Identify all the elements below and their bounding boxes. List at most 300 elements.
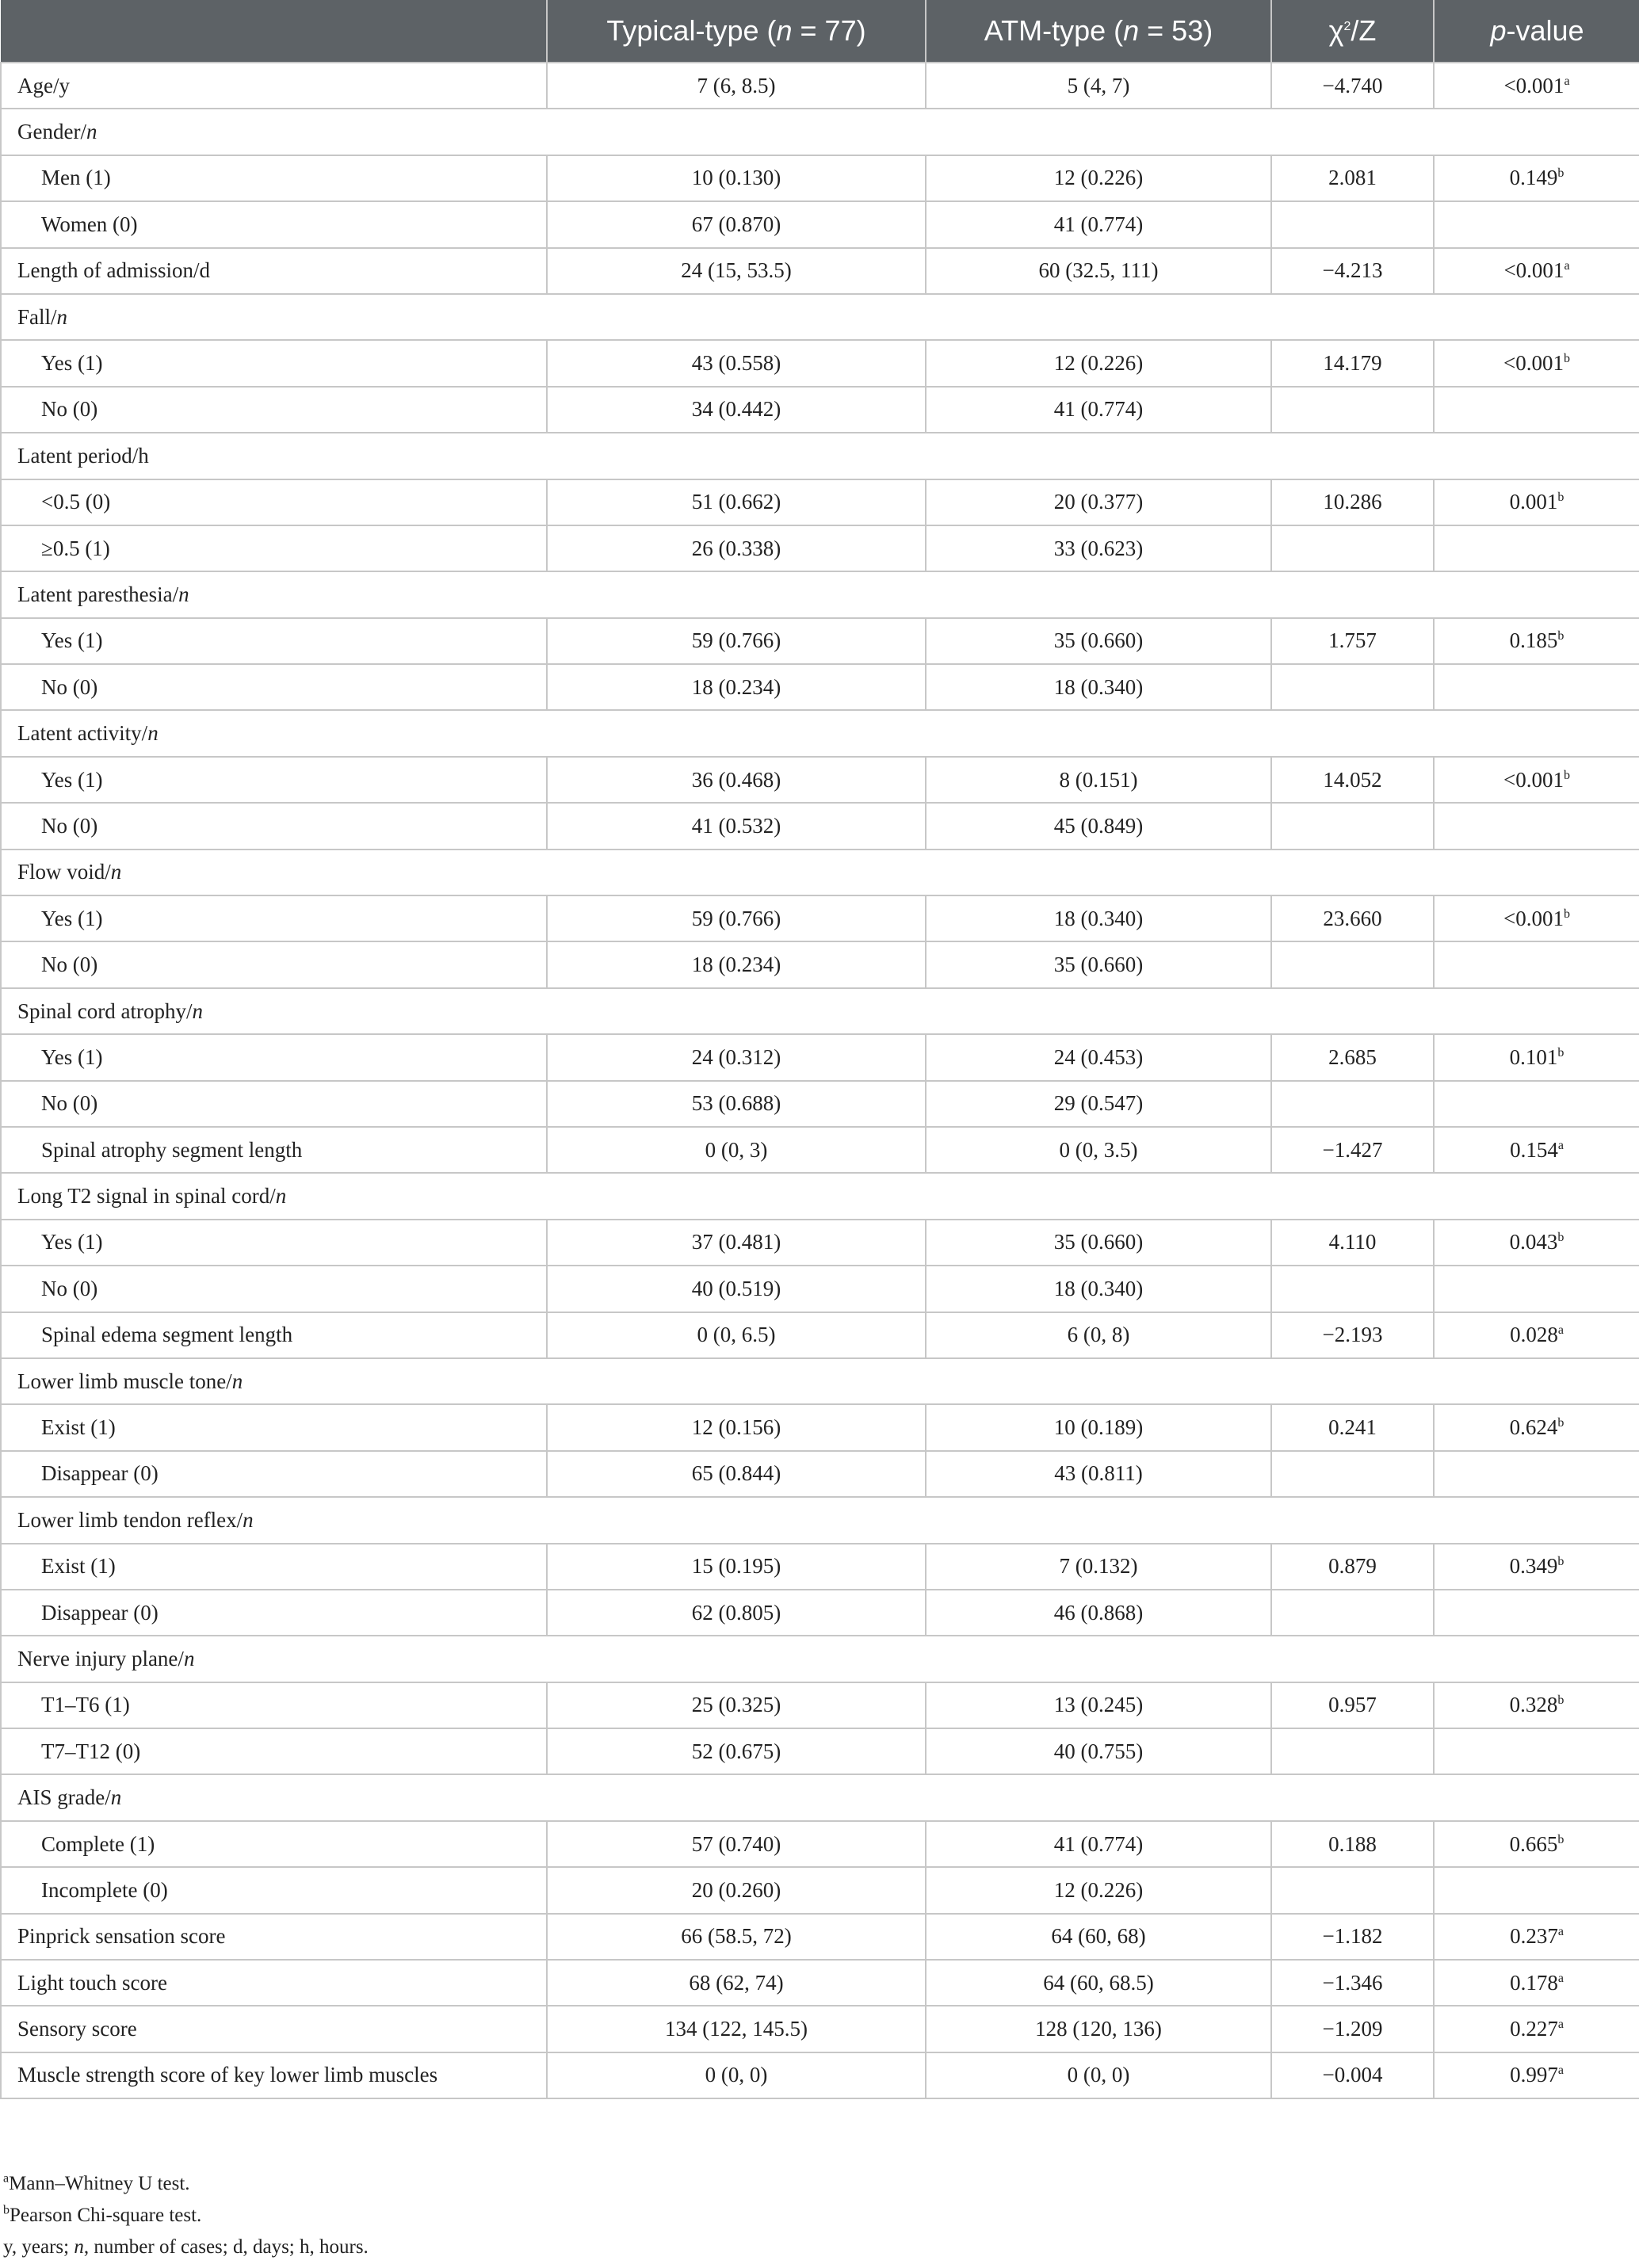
table-group-row xyxy=(1,1358,1639,1404)
statistic-value: 2.685 xyxy=(1271,1034,1434,1080)
atm-value: 12 (0.226) xyxy=(926,1867,1271,1913)
typical-value: 52 (0.675) xyxy=(547,1728,926,1774)
typical-value: 43 (0.558) xyxy=(547,340,926,386)
row-label-text: Yes (1) xyxy=(41,767,103,792)
atm-value: 0 (0, 3.5) xyxy=(926,1127,1271,1173)
row-label-text: Incomplete (0) xyxy=(41,1877,168,1902)
p-value xyxy=(1434,1127,1639,1173)
row-label xyxy=(1,941,547,987)
typical-value: 24 (15, 53.5) xyxy=(547,248,926,294)
p-value xyxy=(1434,1682,1639,1728)
row-label xyxy=(1,1544,547,1590)
p-value-text: 0.101 xyxy=(1509,1044,1558,1069)
footnote-b xyxy=(3,2200,369,2232)
atm-value: 45 (0.849) xyxy=(926,803,1271,849)
header-p-rest: -value xyxy=(1506,14,1584,47)
table-row xyxy=(1,2006,1639,2052)
row-label xyxy=(1,201,547,247)
atm-value: 46 (0.868) xyxy=(926,1590,1271,1636)
row-label-text: Muscle strength score of key lower limb muscles xyxy=(17,2063,438,2087)
p-value xyxy=(1434,941,1639,987)
header-p-italic: p xyxy=(1490,14,1507,47)
table-row xyxy=(1,525,1639,571)
typical-value: 51 (0.662) xyxy=(547,479,926,525)
statistic-value xyxy=(1271,803,1434,849)
row-label-text: Yes (1) xyxy=(41,1230,103,1254)
table-group-row xyxy=(1,1774,1639,1820)
p-value-footnote-mark: b xyxy=(1557,1555,1564,1569)
typical-value: 24 (0.312) xyxy=(547,1034,926,1080)
table-group-row xyxy=(1,294,1639,340)
row-label xyxy=(1,1821,547,1867)
statistic-value: −1.427 xyxy=(1271,1127,1434,1173)
table-group-row xyxy=(1,710,1639,756)
header-atm-n: n xyxy=(1123,14,1140,47)
row-label xyxy=(1,664,547,710)
row-label-unit: n xyxy=(243,1507,254,1532)
statistic-value: −1.346 xyxy=(1271,1960,1434,2006)
row-label xyxy=(1,571,547,617)
row-label xyxy=(1,618,547,664)
typical-value: 57 (0.740) xyxy=(547,1821,926,1867)
atm-value: 5 (4, 7) xyxy=(926,63,1271,109)
p-value xyxy=(1434,1590,1639,1636)
group-row-fill xyxy=(547,433,1639,479)
p-value-footnote-mark: a xyxy=(1564,259,1570,273)
p-value-footnote-mark: b xyxy=(1557,166,1564,181)
statistic-value xyxy=(1271,1266,1434,1312)
atm-value: 10 (0.189) xyxy=(926,1404,1271,1450)
p-value-text: 0.328 xyxy=(1509,1693,1558,1717)
row-label xyxy=(1,294,547,340)
table-row xyxy=(1,1821,1639,1867)
header-p-value xyxy=(1434,0,1639,63)
p-value xyxy=(1434,1266,1639,1312)
row-label-unit: n xyxy=(183,1646,195,1670)
table-header-row xyxy=(1,0,1639,63)
row-label-text: ≥0.5 (1) xyxy=(41,536,110,560)
footnote-abbreviations xyxy=(3,2232,369,2263)
header-typical-rest: = 77) xyxy=(792,14,866,47)
row-label xyxy=(1,2052,547,2098)
row-label-text: <0.5 (0) xyxy=(41,490,111,514)
p-value xyxy=(1434,248,1639,294)
statistic-value: 0.957 xyxy=(1271,1682,1434,1728)
typical-value: 20 (0.260) xyxy=(547,1867,926,1913)
table-row xyxy=(1,1914,1639,1960)
footnotes xyxy=(3,2168,369,2263)
row-label xyxy=(1,109,547,155)
statistic-value xyxy=(1271,1867,1434,1913)
p-value xyxy=(1434,1867,1639,1913)
statistic-value: 0.879 xyxy=(1271,1544,1434,1590)
row-label xyxy=(1,387,547,433)
statistic-value: 1.757 xyxy=(1271,618,1434,664)
row-label xyxy=(1,1358,547,1404)
p-value xyxy=(1434,618,1639,664)
statistic-value: −4.740 xyxy=(1271,63,1434,109)
statistic-value: 14.179 xyxy=(1271,340,1434,386)
p-value-text: 0.149 xyxy=(1509,166,1558,190)
table-row xyxy=(1,1960,1639,2006)
statistic-value xyxy=(1271,1451,1434,1497)
footnote-b-text: Pearson Chi-square test. xyxy=(10,2205,202,2226)
statistic-value: 0.241 xyxy=(1271,1404,1434,1450)
row-label xyxy=(1,1682,547,1728)
abbrev-text-1: , years; xyxy=(11,2236,74,2258)
statistic-value xyxy=(1271,664,1434,710)
p-value-footnote-mark: b xyxy=(1563,907,1570,921)
group-row-fill xyxy=(547,850,1639,895)
typical-value: 41 (0.532) xyxy=(547,803,926,849)
row-label xyxy=(1,1960,547,2006)
p-value-text: 0.001 xyxy=(1509,490,1558,514)
atm-value: 41 (0.774) xyxy=(926,1821,1271,1867)
p-value xyxy=(1434,1404,1639,1450)
row-label-text: Disappear (0) xyxy=(41,1600,159,1625)
row-label xyxy=(1,1728,547,1774)
row-label xyxy=(1,479,547,525)
statistic-value: 4.110 xyxy=(1271,1220,1434,1266)
typical-value: 25 (0.325) xyxy=(547,1682,926,1728)
row-label-text: No (0) xyxy=(41,397,98,422)
row-label xyxy=(1,433,547,479)
row-label-text: No (0) xyxy=(41,1276,98,1300)
p-value-text: 0.624 xyxy=(1509,1415,1558,1440)
row-label-text: Lower limb tendon reflex/ xyxy=(17,1507,243,1532)
row-label xyxy=(1,1914,547,1960)
typical-value: 0 (0, 3) xyxy=(547,1127,926,1173)
footnote-b-mark: b xyxy=(3,2203,10,2217)
group-row-fill xyxy=(547,294,1639,340)
atm-value: 128 (120, 136) xyxy=(926,2006,1271,2052)
table-row xyxy=(1,1127,1639,1173)
typical-value: 53 (0.688) xyxy=(547,1081,926,1127)
row-label-unit: n xyxy=(147,721,159,746)
p-value-footnote-mark: a xyxy=(1557,1138,1564,1152)
row-label xyxy=(1,1497,547,1543)
table-row xyxy=(1,479,1639,525)
group-row-fill xyxy=(547,109,1639,155)
row-label xyxy=(1,1636,547,1682)
row-label-text: Latent activity/ xyxy=(17,721,148,746)
footnote-a-mark: a xyxy=(3,2171,10,2186)
statistic-value: 23.660 xyxy=(1271,895,1434,941)
header-typical-type xyxy=(547,0,926,63)
row-label-text: Exist (1) xyxy=(41,1554,116,1579)
p-value xyxy=(1434,1220,1639,1266)
table-group-row xyxy=(1,1636,1639,1682)
table-body xyxy=(1,63,1639,2098)
p-value xyxy=(1434,1821,1639,1867)
typical-value: 34 (0.442) xyxy=(547,387,926,433)
row-label-text: Light touch score xyxy=(17,1970,167,1995)
p-value xyxy=(1434,803,1639,849)
statistic-value: −1.182 xyxy=(1271,1914,1434,1960)
atm-value: 41 (0.774) xyxy=(926,201,1271,247)
p-value xyxy=(1434,664,1639,710)
p-value-footnote-mark: a xyxy=(1564,74,1570,88)
atm-value: 64 (60, 68.5) xyxy=(926,1960,1271,2006)
row-label-unit: n xyxy=(110,1785,122,1810)
table-row xyxy=(1,1728,1639,1774)
atm-value: 18 (0.340) xyxy=(926,1266,1271,1312)
row-label-text: Nerve injury plane/ xyxy=(17,1646,184,1670)
row-label xyxy=(1,525,547,571)
row-label-text: Exist (1) xyxy=(41,1415,116,1440)
typical-value: 15 (0.195) xyxy=(547,1544,926,1590)
atm-value: 35 (0.660) xyxy=(926,1220,1271,1266)
row-label-unit: n xyxy=(275,1184,287,1208)
row-label-text: Age/y xyxy=(17,73,70,97)
statistic-value: −2.193 xyxy=(1271,1312,1434,1358)
p-value-text: 0.349 xyxy=(1509,1554,1558,1579)
typical-value: 0 (0, 0) xyxy=(547,2052,926,2098)
table-row xyxy=(1,941,1639,987)
atm-value: 43 (0.811) xyxy=(926,1451,1271,1497)
row-label-text: T7–T12 (0) xyxy=(41,1739,141,1763)
p-value-footnote-mark: a xyxy=(1557,2018,1564,2032)
row-label-text: No (0) xyxy=(41,813,98,838)
group-row-fill xyxy=(547,1497,1639,1543)
row-label xyxy=(1,1127,547,1173)
atm-value: 33 (0.623) xyxy=(926,525,1271,571)
row-label-unit: n xyxy=(192,998,203,1023)
p-value xyxy=(1434,1544,1639,1590)
p-value-text: 0.154 xyxy=(1510,1137,1558,1162)
typical-value: 59 (0.766) xyxy=(547,618,926,664)
p-value xyxy=(1434,525,1639,571)
row-label xyxy=(1,340,547,386)
row-label xyxy=(1,710,547,756)
row-label-text: AIS grade/ xyxy=(17,1785,111,1810)
table-row xyxy=(1,1081,1639,1127)
typical-value: 10 (0.130) xyxy=(547,155,926,201)
p-value-footnote-mark: b xyxy=(1557,1832,1564,1846)
table-row xyxy=(1,803,1639,849)
atm-value: 35 (0.660) xyxy=(926,618,1271,664)
table-row xyxy=(1,63,1639,109)
statistic-value xyxy=(1271,201,1434,247)
atm-value: 12 (0.226) xyxy=(926,155,1271,201)
p-value-text: <0.001 xyxy=(1503,258,1564,283)
table-group-row xyxy=(1,571,1639,617)
atm-value: 7 (0.132) xyxy=(926,1544,1271,1590)
row-label-text: Fall/ xyxy=(17,304,57,329)
row-label xyxy=(1,1266,547,1312)
group-row-fill xyxy=(547,571,1639,617)
row-label xyxy=(1,988,547,1034)
p-value-footnote-mark: b xyxy=(1557,1231,1564,1245)
row-label-unit: n xyxy=(56,304,68,329)
p-value-text: 0.237 xyxy=(1510,1924,1558,1949)
header-chi-rest: /Z xyxy=(1351,14,1377,47)
row-label-text: Yes (1) xyxy=(41,1044,103,1069)
table-row xyxy=(1,1682,1639,1728)
table-group-row xyxy=(1,433,1639,479)
p-value-text: <0.001 xyxy=(1503,73,1564,97)
typical-value: 7 (6, 8.5) xyxy=(547,63,926,109)
p-value xyxy=(1434,1034,1639,1080)
footnote-a-text: Mann–Whitney U test. xyxy=(9,2173,190,2194)
table-row xyxy=(1,1867,1639,1913)
atm-value: 60 (32.5, 111) xyxy=(926,248,1271,294)
row-label-unit: n xyxy=(231,1369,243,1393)
statistic-value: 14.052 xyxy=(1271,757,1434,803)
row-label xyxy=(1,1451,547,1497)
row-label-unit: n xyxy=(110,860,122,884)
row-label xyxy=(1,63,547,109)
table-row xyxy=(1,155,1639,201)
p-value-footnote-mark: a xyxy=(1557,1971,1564,1985)
row-label-text: Gender/ xyxy=(17,120,86,144)
row-label-text: No (0) xyxy=(41,674,98,699)
p-value xyxy=(1434,155,1639,201)
row-label-text: Flow void/ xyxy=(17,860,111,884)
table-row xyxy=(1,618,1639,664)
table-row xyxy=(1,1544,1639,1590)
statistic-value: 10.286 xyxy=(1271,479,1434,525)
table-group-row xyxy=(1,988,1639,1034)
atm-value: 18 (0.340) xyxy=(926,895,1271,941)
table-row xyxy=(1,1220,1639,1266)
row-label xyxy=(1,1867,547,1913)
statistic-value xyxy=(1271,1590,1434,1636)
atm-value: 20 (0.377) xyxy=(926,479,1271,525)
table-group-row xyxy=(1,1497,1639,1543)
row-label xyxy=(1,757,547,803)
header-atm-type xyxy=(926,0,1271,63)
statistic-value: −0.004 xyxy=(1271,2052,1434,2098)
p-value-text: <0.001 xyxy=(1503,351,1564,376)
table-row xyxy=(1,387,1639,433)
typical-value: 12 (0.156) xyxy=(547,1404,926,1450)
row-label xyxy=(1,1312,547,1358)
row-label-text: No (0) xyxy=(41,953,98,977)
p-value-text: 0.185 xyxy=(1509,628,1558,653)
p-value xyxy=(1434,387,1639,433)
row-label xyxy=(1,1220,547,1266)
row-label xyxy=(1,1034,547,1080)
atm-value: 24 (0.453) xyxy=(926,1034,1271,1080)
footnote-a xyxy=(3,2168,369,2200)
typical-value: 18 (0.234) xyxy=(547,664,926,710)
row-label xyxy=(1,1590,547,1636)
row-label-text: Long T2 signal in spinal cord/ xyxy=(17,1184,276,1208)
table-row xyxy=(1,340,1639,386)
row-label-text: Complete (1) xyxy=(41,1831,155,1856)
p-value-text: 0.227 xyxy=(1510,2017,1558,2041)
p-value xyxy=(1434,1451,1639,1497)
header-atm-rest: = 53) xyxy=(1139,14,1213,47)
atm-value: 0 (0, 0) xyxy=(926,2052,1271,2098)
statistic-value xyxy=(1271,1728,1434,1774)
p-value-footnote-mark: b xyxy=(1557,1416,1564,1430)
p-value xyxy=(1434,1728,1639,1774)
row-label-text: Yes (1) xyxy=(41,906,103,930)
p-value-text: 0.178 xyxy=(1510,1970,1558,1995)
atm-value: 29 (0.547) xyxy=(926,1081,1271,1127)
atm-value: 8 (0.151) xyxy=(926,757,1271,803)
typical-value: 18 (0.234) xyxy=(547,941,926,987)
header-atm-label: ATM-type ( xyxy=(984,14,1124,47)
group-row-fill xyxy=(547,1173,1639,1219)
table-group-row xyxy=(1,109,1639,155)
row-label-text: Men (1) xyxy=(41,166,111,190)
row-label-text: Spinal cord atrophy/ xyxy=(17,998,193,1023)
p-value xyxy=(1434,1312,1639,1358)
row-label-text: T1–T6 (1) xyxy=(41,1693,130,1717)
row-label-text: Disappear (0) xyxy=(41,1461,159,1486)
statistic-value: 0.188 xyxy=(1271,1821,1434,1867)
statistic-value xyxy=(1271,1081,1434,1127)
statistic-value: −4.213 xyxy=(1271,248,1434,294)
typical-value: 66 (58.5, 72) xyxy=(547,1914,926,1960)
table-row xyxy=(1,757,1639,803)
row-label xyxy=(1,850,547,895)
header-typical-label: Typical-type ( xyxy=(606,14,777,47)
row-label xyxy=(1,895,547,941)
table-row xyxy=(1,664,1639,710)
row-label xyxy=(1,248,547,294)
p-value-footnote-mark: b xyxy=(1557,1045,1564,1060)
abbrev-n: n xyxy=(74,2236,84,2258)
p-value xyxy=(1434,63,1639,109)
table-group-row xyxy=(1,850,1639,895)
header-chi-label: χ xyxy=(1328,14,1344,47)
p-value-footnote-mark: a xyxy=(1557,1323,1564,1338)
row-label xyxy=(1,155,547,201)
atm-value: 6 (0, 8) xyxy=(926,1312,1271,1358)
row-label-text: Spinal atrophy segment length xyxy=(41,1137,303,1162)
abbrev-y: y xyxy=(3,2236,12,2258)
row-label xyxy=(1,803,547,849)
table-row xyxy=(1,201,1639,247)
group-row-fill xyxy=(547,1774,1639,1820)
row-label-text: Sensory score xyxy=(17,2017,137,2041)
typical-value: 134 (122, 145.5) xyxy=(547,2006,926,2052)
table-row xyxy=(1,2052,1639,2098)
row-label-text: Latent paresthesia/ xyxy=(17,582,179,606)
row-label xyxy=(1,1173,547,1219)
typical-value: 67 (0.870) xyxy=(547,201,926,247)
atm-value: 13 (0.245) xyxy=(926,1682,1271,1728)
p-value-footnote-mark: b xyxy=(1563,352,1570,366)
header-variable xyxy=(1,0,547,63)
statistic-value xyxy=(1271,525,1434,571)
typical-value: 36 (0.468) xyxy=(547,757,926,803)
row-label xyxy=(1,2006,547,2052)
typical-value: 26 (0.338) xyxy=(547,525,926,571)
table-row xyxy=(1,1404,1639,1450)
statistic-value: −1.209 xyxy=(1271,2006,1434,2052)
group-row-fill xyxy=(547,710,1639,756)
table-row xyxy=(1,1034,1639,1080)
atm-value: 35 (0.660) xyxy=(926,941,1271,987)
typical-value: 68 (62, 74) xyxy=(547,1960,926,2006)
p-value xyxy=(1434,340,1639,386)
row-label xyxy=(1,1774,547,1820)
row-label-text: Pinprick sensation score xyxy=(17,1924,226,1949)
row-label-unit: n xyxy=(178,582,189,606)
table-group-row xyxy=(1,1173,1639,1219)
p-value xyxy=(1434,757,1639,803)
p-value xyxy=(1434,895,1639,941)
p-value xyxy=(1434,201,1639,247)
atm-value: 41 (0.774) xyxy=(926,387,1271,433)
abbrev-text-2: , number of cases; d, days; h, hours. xyxy=(83,2236,369,2258)
group-row-fill xyxy=(547,1636,1639,1682)
